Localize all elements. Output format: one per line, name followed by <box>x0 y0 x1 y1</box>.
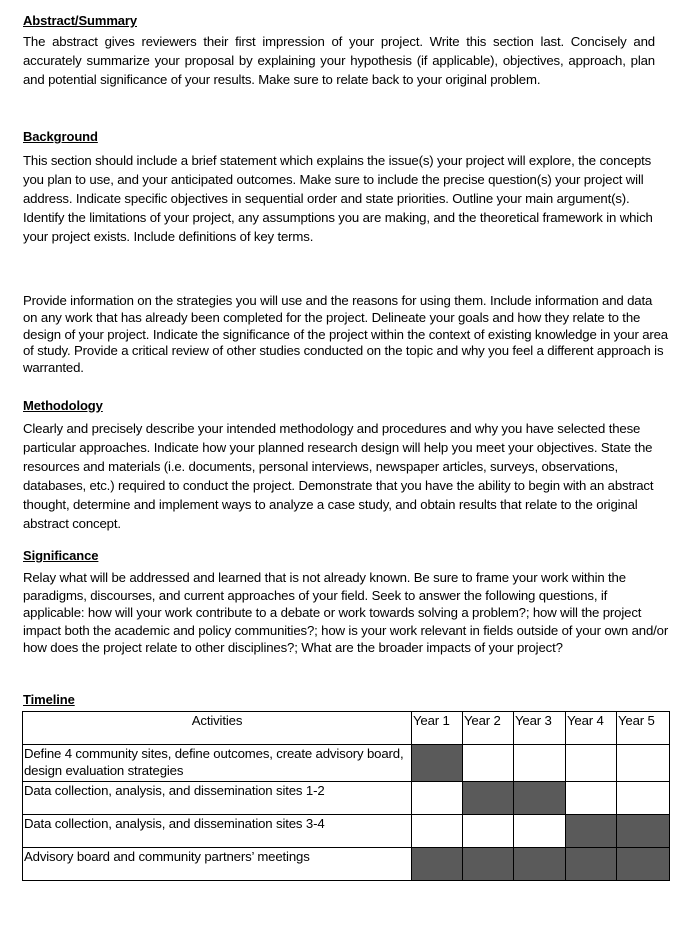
year-5-cell <box>617 745 670 782</box>
year-3-cell <box>514 815 566 848</box>
year-4-cell <box>566 745 617 782</box>
activity-cell: Advisory board and community partners’ meetings <box>23 848 412 881</box>
year-1-cell-active <box>412 848 463 881</box>
year-2-cell-active <box>463 782 514 815</box>
activity-cell: Data collection, analysis, and dissemination sites 1-2 <box>23 782 412 815</box>
year-4-cell <box>566 782 617 815</box>
year-2-cell <box>463 745 514 782</box>
methodology-text: Clearly and precisely describe your intended methodology and procedures and why you have selected these particular approaches. Indicate how your planned research design will help you meet your objectives. State the resources and materials (i.e. documents, personal interviews, newspaper articles, surveys, observations, databases, etc.) required to conduct the project. Demonstrate that you have the ability to begin with an abstract thought, determine and implement ways to analyze a case study, and obtain results that relate to the original abstract concept. <box>23 421 654 531</box>
abstract-heading: Abstract/Summary <box>23 13 137 28</box>
year-2-cell-active <box>463 848 514 881</box>
year-4-cell-active <box>566 815 617 848</box>
year-3-cell-active <box>514 848 566 881</box>
significance-text: Relay what will be addressed and learned that is not already known. Be sure to frame your work within the paradigms, discourses, and current approaches of your field. Seek to answer the following questions, if applicable: how will your work contribute to a debate or work towards solving a problem?; how will the project impact both the academic and policy communities?; how is your work relevant in fields outside of your own and/or how does the project relate to other disciplines?; What are the broader impacts of your project? <box>23 570 669 656</box>
column-header-year-3: Year 3 <box>514 712 566 745</box>
column-header-year-5: Year 5 <box>617 712 670 745</box>
column-header-year-4: Year 4 <box>566 712 617 745</box>
abstract-text: The abstract gives reviewers their first impression of your project. Write this section last. Concisely and accurately summarize your proposal by explaining your hypothesis (if applicable), objectives, approach, plan and potential significance of your results. Make sure to relate back to your original problem. <box>23 34 655 87</box>
year-1-cell-active <box>412 745 463 782</box>
year-5-cell-active <box>617 848 670 881</box>
year-1-cell <box>412 782 463 815</box>
activity-cell: Define 4 community sites, define outcomes, create advisory board, design evaluation strategies <box>23 745 412 782</box>
year-5-cell <box>617 782 670 815</box>
column-header-year-2: Year 2 <box>463 712 514 745</box>
background-text: This section should include a brief statement which explains the issue(s) your project will explore, the concepts you plan to use, and your anticipated outcomes. Make sure to include the precise question(s) your project will address. Indicate specific objectives in sequential order and state priorities. Outline your main argument(s). Identify the limitations of your project, any assumptions you are making, and the theoretical framework in which your project exists. Include definitions of key terms. <box>23 153 653 244</box>
column-header-activities: Activities <box>23 712 412 745</box>
activity-cell: Data collection, analysis, and dissemination sites 3-4 <box>23 815 412 848</box>
table-row <box>23 782 670 815</box>
column-header-year-1: Year 1 <box>412 712 463 745</box>
year-5-cell-active <box>617 815 670 848</box>
table-row <box>23 745 670 782</box>
year-1-cell <box>412 815 463 848</box>
significance-heading: Significance <box>23 548 99 563</box>
background-heading: Background <box>23 129 98 144</box>
background-text-2: Provide information on the strategies you will use and the reasons for using them. Include information and data on any work that has already been completed for the project. Delineate your goals and how they relate to the design of your project. Indicate the significance of the project within the context of existing knowledge in your area of study. Provide a critical review of other studies conducted on the topic and why you feel a different approach is warranted. <box>23 293 668 376</box>
year-4-cell-active <box>566 848 617 881</box>
timeline-table <box>22 711 670 881</box>
year-3-cell <box>514 745 566 782</box>
timeline-heading: Timeline <box>23 692 75 707</box>
timeline-header-row <box>23 712 670 745</box>
year-3-cell-active <box>514 782 566 815</box>
table-row <box>23 815 670 848</box>
methodology-heading: Methodology <box>23 398 103 413</box>
year-2-cell <box>463 815 514 848</box>
table-row <box>23 848 670 881</box>
